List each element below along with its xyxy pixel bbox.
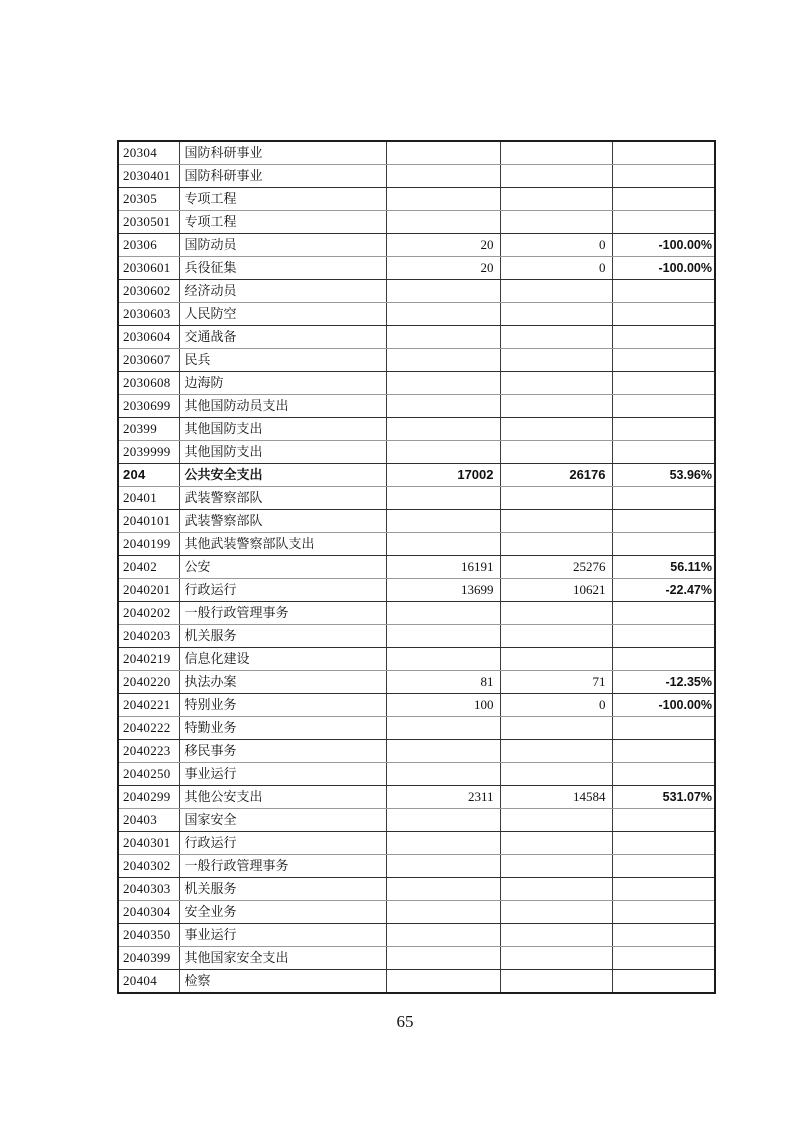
value2-cell — [500, 165, 612, 188]
code-cell: 2040220 — [118, 671, 179, 694]
code-cell: 20403 — [118, 809, 179, 832]
table-row — [118, 188, 715, 211]
percent-cell — [612, 141, 715, 165]
value1-cell — [386, 602, 500, 625]
value2-cell — [500, 303, 612, 326]
value2-cell: 14584 — [500, 786, 612, 809]
name-cell: 公共安全支出 — [179, 464, 386, 487]
table-row — [118, 717, 715, 740]
value1-cell — [386, 855, 500, 878]
code-cell: 2039999 — [118, 441, 179, 464]
value2-cell: 0 — [500, 234, 612, 257]
table-row — [118, 257, 715, 280]
percent-cell — [612, 602, 715, 625]
name-cell: 其他国防支出 — [179, 418, 386, 441]
percent-cell — [612, 625, 715, 648]
code-cell: 2040203 — [118, 625, 179, 648]
name-cell: 一般行政管理事务 — [179, 855, 386, 878]
value1-cell — [386, 211, 500, 234]
table-row — [118, 280, 715, 303]
code-cell: 2040101 — [118, 510, 179, 533]
value2-cell — [500, 441, 612, 464]
table-row — [118, 970, 715, 994]
table-row — [118, 234, 715, 257]
value2-cell — [500, 141, 612, 165]
table-row — [118, 786, 715, 809]
percent-cell — [612, 303, 715, 326]
table-row — [118, 648, 715, 671]
table-row — [118, 349, 715, 372]
table-row — [118, 763, 715, 786]
value1-cell — [386, 832, 500, 855]
table-row — [118, 441, 715, 464]
value1-cell — [386, 740, 500, 763]
value1-cell — [386, 441, 500, 464]
value2-cell — [500, 280, 612, 303]
value2-cell: 0 — [500, 257, 612, 280]
value2-cell: 26176 — [500, 464, 612, 487]
value1-cell: 13699 — [386, 579, 500, 602]
value2-cell — [500, 855, 612, 878]
value2-cell — [500, 947, 612, 970]
name-cell: 兵役征集 — [179, 257, 386, 280]
code-cell: 2030607 — [118, 349, 179, 372]
table-row — [118, 924, 715, 947]
code-cell: 20304 — [118, 141, 179, 165]
percent-cell — [612, 349, 715, 372]
value2-cell: 10621 — [500, 579, 612, 602]
value1-cell: 17002 — [386, 464, 500, 487]
name-cell: 国防科研事业 — [179, 165, 386, 188]
code-cell: 2040301 — [118, 832, 179, 855]
table-row — [118, 878, 715, 901]
value2-cell — [500, 211, 612, 234]
name-cell: 边海防 — [179, 372, 386, 395]
name-cell: 民兵 — [179, 349, 386, 372]
value2-cell — [500, 372, 612, 395]
percent-cell — [612, 280, 715, 303]
table-row — [118, 901, 715, 924]
value1-cell — [386, 648, 500, 671]
percent-cell: 53.96% — [612, 464, 715, 487]
percent-cell — [612, 326, 715, 349]
value1-cell — [386, 901, 500, 924]
table-row — [118, 947, 715, 970]
name-cell: 经济动员 — [179, 280, 386, 303]
percent-cell — [612, 441, 715, 464]
code-cell: 2040250 — [118, 763, 179, 786]
value1-cell: 20 — [386, 234, 500, 257]
code-cell: 2030602 — [118, 280, 179, 303]
table-row — [118, 464, 715, 487]
code-cell: 2030699 — [118, 395, 179, 418]
code-cell: 2030608 — [118, 372, 179, 395]
code-cell: 2040202 — [118, 602, 179, 625]
value1-cell — [386, 924, 500, 947]
table-row — [118, 671, 715, 694]
value1-cell: 100 — [386, 694, 500, 717]
value2-cell — [500, 717, 612, 740]
page-number: 65 — [396, 1012, 414, 1031]
value1-cell — [386, 303, 500, 326]
name-cell: 移民事务 — [179, 740, 386, 763]
value2-cell: 25276 — [500, 556, 612, 579]
percent-cell: -100.00% — [612, 257, 715, 280]
value2-cell: 0 — [500, 694, 612, 717]
table-row — [118, 141, 715, 165]
percent-cell: 56.11% — [612, 556, 715, 579]
code-cell: 2030401 — [118, 165, 179, 188]
value1-cell — [386, 280, 500, 303]
value2-cell — [500, 901, 612, 924]
name-cell: 国防科研事业 — [179, 141, 386, 165]
table-row — [118, 510, 715, 533]
percent-cell: -12.35% — [612, 671, 715, 694]
code-cell: 2030603 — [118, 303, 179, 326]
value2-cell — [500, 648, 612, 671]
name-cell: 其他国防动员支出 — [179, 395, 386, 418]
percent-cell — [612, 165, 715, 188]
code-cell: 20401 — [118, 487, 179, 510]
value2-cell — [500, 188, 612, 211]
code-cell: 2040221 — [118, 694, 179, 717]
value1-cell — [386, 970, 500, 994]
code-cell: 2040304 — [118, 901, 179, 924]
code-cell: 2030601 — [118, 257, 179, 280]
code-cell: 2040399 — [118, 947, 179, 970]
code-cell: 2030501 — [118, 211, 179, 234]
code-cell: 2030604 — [118, 326, 179, 349]
value1-cell — [386, 326, 500, 349]
value2-cell — [500, 878, 612, 901]
value2-cell — [500, 510, 612, 533]
table-row — [118, 855, 715, 878]
value1-cell — [386, 165, 500, 188]
name-cell: 特勤业务 — [179, 717, 386, 740]
code-cell: 20306 — [118, 234, 179, 257]
code-cell: 2040223 — [118, 740, 179, 763]
value1-cell — [386, 947, 500, 970]
budget-table — [117, 140, 716, 994]
value1-cell: 20 — [386, 257, 500, 280]
percent-cell — [612, 648, 715, 671]
value1-cell — [386, 141, 500, 165]
table-row — [118, 303, 715, 326]
value1-cell — [386, 625, 500, 648]
name-cell: 信息化建设 — [179, 648, 386, 671]
code-cell: 2040199 — [118, 533, 179, 556]
value2-cell — [500, 395, 612, 418]
name-cell: 检察 — [179, 970, 386, 994]
name-cell: 国防动员 — [179, 234, 386, 257]
table-row — [118, 211, 715, 234]
name-cell: 行政运行 — [179, 579, 386, 602]
code-cell: 2040350 — [118, 924, 179, 947]
code-cell: 2040201 — [118, 579, 179, 602]
value1-cell — [386, 349, 500, 372]
value1-cell — [386, 763, 500, 786]
percent-cell — [612, 418, 715, 441]
name-cell: 其他国防支出 — [179, 441, 386, 464]
value1-cell: 2311 — [386, 786, 500, 809]
table-row — [118, 694, 715, 717]
percent-cell: -100.00% — [612, 694, 715, 717]
name-cell: 机关服务 — [179, 878, 386, 901]
value1-cell — [386, 717, 500, 740]
percent-cell: -100.00% — [612, 234, 715, 257]
percent-cell — [612, 395, 715, 418]
value2-cell — [500, 970, 612, 994]
table-row — [118, 372, 715, 395]
percent-cell — [612, 372, 715, 395]
percent-cell — [612, 947, 715, 970]
percent-cell — [612, 809, 715, 832]
code-cell: 2040299 — [118, 786, 179, 809]
name-cell: 执法办案 — [179, 671, 386, 694]
name-cell: 一般行政管理事务 — [179, 602, 386, 625]
value2-cell — [500, 533, 612, 556]
code-cell: 20399 — [118, 418, 179, 441]
code-cell: 2040222 — [118, 717, 179, 740]
name-cell: 武装警察部队 — [179, 510, 386, 533]
name-cell: 事业运行 — [179, 763, 386, 786]
percent-cell — [612, 510, 715, 533]
percent-cell — [612, 487, 715, 510]
value1-cell — [386, 418, 500, 441]
percent-cell: 531.07% — [612, 786, 715, 809]
name-cell: 其他国家安全支出 — [179, 947, 386, 970]
percent-cell — [612, 901, 715, 924]
percent-cell — [612, 924, 715, 947]
name-cell: 公安 — [179, 556, 386, 579]
table-row — [118, 556, 715, 579]
code-cell: 2040302 — [118, 855, 179, 878]
name-cell: 其他公安支出 — [179, 786, 386, 809]
value1-cell — [386, 372, 500, 395]
value2-cell — [500, 418, 612, 441]
value1-cell — [386, 809, 500, 832]
budget-table-body — [118, 141, 715, 993]
table-row — [118, 579, 715, 602]
value2-cell: 71 — [500, 671, 612, 694]
value2-cell — [500, 487, 612, 510]
percent-cell — [612, 740, 715, 763]
name-cell: 人民防空 — [179, 303, 386, 326]
name-cell: 国家安全 — [179, 809, 386, 832]
code-cell: 20305 — [118, 188, 179, 211]
name-cell: 交通战备 — [179, 326, 386, 349]
percent-cell — [612, 763, 715, 786]
value2-cell — [500, 349, 612, 372]
name-cell: 武装警察部队 — [179, 487, 386, 510]
value2-cell — [500, 832, 612, 855]
value2-cell — [500, 602, 612, 625]
name-cell: 行政运行 — [179, 832, 386, 855]
value1-cell — [386, 510, 500, 533]
percent-cell — [612, 970, 715, 994]
value1-cell — [386, 395, 500, 418]
code-cell: 2040303 — [118, 878, 179, 901]
value2-cell — [500, 625, 612, 648]
table-row — [118, 487, 715, 510]
value1-cell — [386, 188, 500, 211]
value1-cell — [386, 878, 500, 901]
percent-cell — [612, 832, 715, 855]
name-cell: 其他武装警察部队支出 — [179, 533, 386, 556]
value1-cell: 81 — [386, 671, 500, 694]
value1-cell — [386, 533, 500, 556]
code-cell: 20402 — [118, 556, 179, 579]
code-cell: 204 — [118, 464, 179, 487]
value1-cell — [386, 487, 500, 510]
table-row — [118, 625, 715, 648]
table-row — [118, 832, 715, 855]
table-row — [118, 326, 715, 349]
percent-cell — [612, 533, 715, 556]
percent-cell: -22.47% — [612, 579, 715, 602]
code-cell: 2040219 — [118, 648, 179, 671]
name-cell: 安全业务 — [179, 901, 386, 924]
value2-cell — [500, 763, 612, 786]
value2-cell — [500, 924, 612, 947]
code-cell: 20404 — [118, 970, 179, 994]
percent-cell — [612, 878, 715, 901]
value2-cell — [500, 326, 612, 349]
percent-cell — [612, 188, 715, 211]
table-row — [118, 418, 715, 441]
table-row — [118, 165, 715, 188]
table-row — [118, 533, 715, 556]
percent-cell — [612, 211, 715, 234]
table-row — [118, 395, 715, 418]
name-cell: 专项工程 — [179, 211, 386, 234]
table-row — [118, 602, 715, 625]
name-cell: 事业运行 — [179, 924, 386, 947]
value2-cell — [500, 809, 612, 832]
value1-cell: 16191 — [386, 556, 500, 579]
name-cell: 机关服务 — [179, 625, 386, 648]
percent-cell — [612, 717, 715, 740]
name-cell: 特别业务 — [179, 694, 386, 717]
value2-cell — [500, 740, 612, 763]
percent-cell — [612, 855, 715, 878]
name-cell: 专项工程 — [179, 188, 386, 211]
table-row — [118, 809, 715, 832]
table-row — [118, 740, 715, 763]
